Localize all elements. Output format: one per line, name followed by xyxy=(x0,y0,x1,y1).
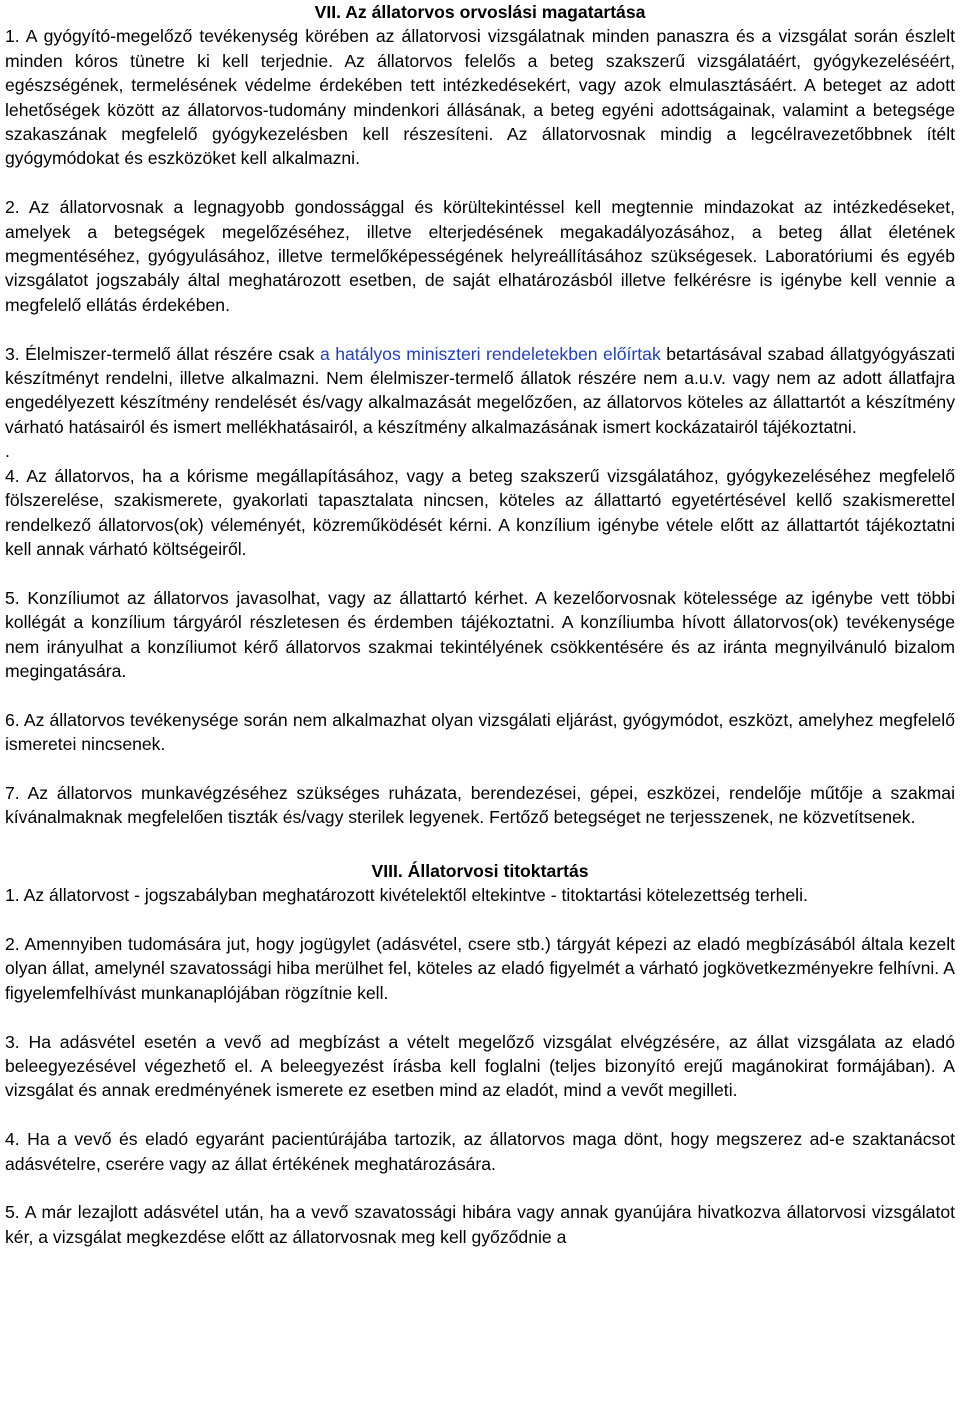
section-7-paragraph-7: 7. Az állatorvos munkavégzéséhez szükséges ruházata, berendezései, gépei, eszközei, rendelője műtője a szakmai kívánalmaknak megfelelően tiszták és/vagy sterilek legyenek. Fertőző betegséget ne terjesszenek, ne közvetítsenek. xyxy=(5,782,955,828)
section-8-paragraph-4: 4. Ha a vevő és eladó egyaránt pacientúrájába tartozik, az állatorvos maga dönt, hogy megszerez ad-e szaktanácsot adásvételre, cserére vagy az állat értékének meghatározására. xyxy=(5,1129,955,1174)
section-7-paragraph-3 xyxy=(5,342,955,440)
section-8-paragraph-1: 1. Az állatorvost - jogszabályban meghatározott kivételektől eltekintve - titoktartási kötelezettség terheli. xyxy=(5,885,808,906)
section-8-paragraph-5: 5. A már lezajlott adásvétel után, ha a vevő szavatossági hibára vagy annak gyanújára hivatkozva állatorvosi vizsgálatot kér, a vizsgálat megkezdése előtt az állatorvosnak meg kell győződnie a xyxy=(5,1202,955,1247)
section-7-paragraph-1: 1. A gyógyító-megelőző tevékenység körében az állatorvosi vizsgálatnak minden panaszra és a vizsgálat során észlelt minden kóros tünetre ki kell terjednie. Az állatorvos felelős a beteg szakszerű vizsgálatáért, gyógykezeléséért, egészségének, termelésének védelme érdekében tett intézkedésekért, vagy azok elmulasztásáért. A beteget az adott lehetőségek között az állatorvos-tudomány mindenkori állásának, a beteg egyéni adottságainak, valamint a betegsége szakaszának megfelelő gyógykezelésben kell részesíteni. Az állatorvosnak mindig a legcélravezetőbbnek ítélt gyógymódokat és eszközöket kell alkalmazni. xyxy=(5,26,955,169)
section-7-paragraph-2: 2. Az állatorvosnak a legnagyobb gondossággal és körültekintéssel kell megtennie mindazokat az intézkedéseket, amelyek a betegségek megelőzéséhez, illetve elterjedésének megakadályozásához, a beteg állat életének megmentéséhez, gyógyulásához, illetve termelőképességének helyreállításához szükségesek. Laboratóriumi és egyéb vizsgálatot jogszabály által meghatározott esetben, de saját elhatározásból illetve felkérésre is igénybe kell vennie a megfelelő ellátás érdekében. xyxy=(5,197,955,315)
paragraph-3-text-before: 3. Élelmiszer-termelő állat részére csak xyxy=(5,343,320,364)
regulation-reference-link[interactable]: a hatályos miniszteri rendeletekben előírtak xyxy=(319,343,661,364)
section-7-paragraph-6: 6. Az állatorvos tevékenysége során nem alkalmazhat olyan vizsgálati eljárást, gyógymódot, eszközt, amelyhez megfelelő ismeretei nincsenek. xyxy=(5,709,955,755)
section-7-paragraph-4: 4. Az állatorvos, ha a kórisme megállapításához, vagy a beteg szakszerű vizsgálatához, gyógykezeléséhez megfelelő fölszerelése, szakismerete, gyakorlati tapasztalata nincsen, köteles az állattartó egyetértésével kellő szakismerettel rendelkező állatorvos(ok) véleményét, közreműködését kérni. A konzílium igénybe vétele előtt az állattartót tájékoztatni kell annak várható költségeiről. xyxy=(5,465,955,559)
paragraph-3-text-after: betartásával szabad állatgyógyászati készítményt rendelni, illetve alkalmazni. Nem élelmiszer-termelő állatok részére nem a.u.v. vagy nem az adott állatfajra engedélyezett készítmény rendelését és/vagy alkalmazását megelőzően, az állatorvos köteles az állattartót a készítmény várható hatásairól és ismert mellékhatásairól, a készítmény alkalmazásának ismert kockázatairól tájékoztatni. xyxy=(5,343,955,437)
section-7-title: VII. Az állatorvos orvoslási magatartása xyxy=(314,2,646,22)
stray-dot: . xyxy=(5,441,10,462)
section-7-paragraph-5: 5. Konzíliumot az állatorvos javasolhat, vagy az állattartó kérhet. A kezelőorvosnak kötelessége az igénybe vett többi kollégát a konzílium tárgyáról részletesen és érdemben tájékoztatni. A konzíliumba hívott állatorvos(ok) tevékenysége nem irányulhat a konzíliumot kérő állatorvos szakmai tekintélyének csökkentésére és az iránta megnyilvánuló bizalom megingatására. xyxy=(5,587,955,681)
section-8-title: VIII. Állatorvosi titoktartás xyxy=(371,860,589,881)
section-8-paragraph-3: 3. Ha adásvétel esetén a vevő ad megbízást a vételt megelőző vizsgálat elvégzésére, az állat vizsgálata az eladó beleegyezésével végezhető el. A beleegyezést írásba kell foglalni (teljes bizonyító erejű magánokirat formájában). A vizsgálat és annak eredményének ismerete ez esetben mind az eladót, mind a vevőt megilleti. xyxy=(5,1031,955,1101)
section-8-paragraph-2: 2. Amennyiben tudomására jut, hogy jogügylet (adásvétel, csere stb.) tárgyát képezi az eladó megbízásából általa kezelt olyan állat, amelynél szavatossági hiba merülhet fel, köteles az eladó figyelmét a várható jogkövetkezményekre felhívni. A figyelemfelhívást munkanaplójában rögzítnie kell. xyxy=(5,933,955,1003)
